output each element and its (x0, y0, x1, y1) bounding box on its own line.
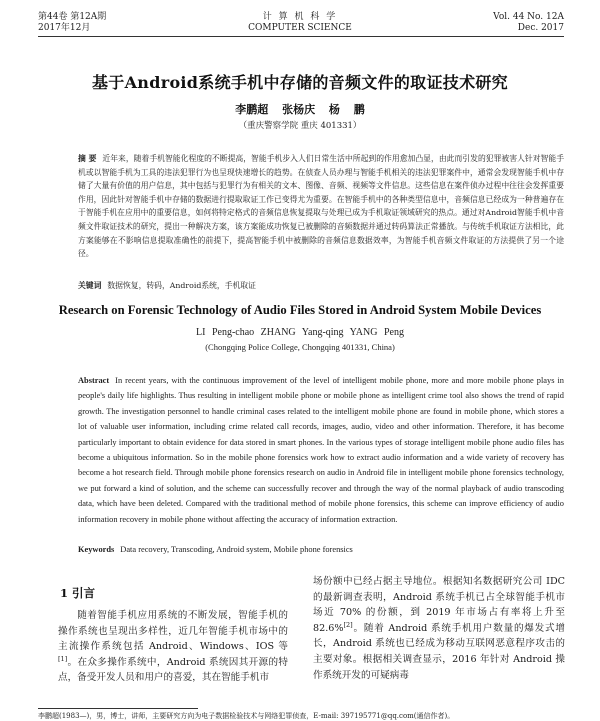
paper-title-cn: 基于Android系统手机中存储的音频文件的取证技术研究 (91, 73, 508, 92)
body-text-right-2: 。随着 Android 系统手机用户数量的爆发式增长，Android 系统也已经成为移动互联网恶意程序攻击的主要对象。根据相关调查显示，2016 年针对 Android 操作系统开发的可疑病毒 (313, 622, 565, 681)
keywords-text-cn: 数据恢复，转码，Android系统，手机取证 (107, 281, 256, 290)
keywords-text-en: Data recovery, Transcoding, Android system, Mobile phone forensics (120, 545, 353, 554)
authors-en: LI Peng-chao ZHANG Yang-qing YANG Peng (196, 327, 404, 338)
keywords-cn (78, 280, 564, 292)
citation-ref-2: [2] (343, 620, 353, 629)
keywords-label-cn: 关键词 (78, 281, 102, 290)
authors-cn: 李鹏超 张杨庆 杨 鹏 (235, 103, 365, 116)
header-volume-en: Vol. 44 No. 12A (493, 12, 564, 22)
header-volume: 第44卷 第12A期 (38, 12, 107, 22)
header-date-en: Dec. 2017 (517, 23, 564, 33)
journal-name-en: COMPUTER SCIENCE (248, 23, 352, 33)
affiliation-cn: （重庆警察学院 重庆 401331） (238, 121, 362, 131)
abstract-text-cn: 近年来，随着手机智能化程度的不断提高，智能手机步入人们日常生活中所起到的作用愈加凸显，由此而引发的犯罪被害人针对智能手机或以智能手机为工具的违法犯罪行为也呈现快速增长的趋势。在侦查人员办理与智能手机相关的违法犯罪案件中，通常会发现智能手机中存储了大量有价值的用户信息，其中包括与犯罪行为有相关的文本、图像、音频、视频等文件信息。这些信息在案件侦办过程中往往会发挥重要作用，因此针对智能手机中存储的数据进行提取取证工作已变得尤为重要。在智能手机中的各种类型信息中，音频信息已经成为一种普遍存在于智能手机在应用中的重要信息，如何将特定格式的音频信息恢复提取与处理已成为手机取证领域研究的热点。通过对Android智能手机中音频文件取证技术的研究，提出一种解决方案，该方案能成功恢复已被删除的音频数据并通过转码算法正常播放。与传统手机取证方法相比，此方案能够在不影响信息提取准确性的前提下，提高智能手机中被删除的音频信息数据效率，为智能手机音频文件取证的方法提供了另一个途径。 (78, 154, 564, 259)
body-text-right-1: 场份额中已经占据主导地位。根据知名数据研究公司 IDC 的最新调查表明，Android 系统手机已占全球智能手机市场近 70% 的份额，到 2019 年市场占有率将上升至 82.6% (313, 576, 565, 634)
abstract-label-cn: 摘 要 (78, 154, 97, 163)
keywords-label-en: Keywords (78, 545, 115, 554)
journal-name-cn: 计 算 机 科 学 (262, 12, 338, 22)
header-date-cn: 2017年12月 (38, 23, 91, 33)
body-column-left (58, 608, 288, 686)
body-text-left-2: 。在众多操作系统中，Android 系统因其开源的特点，备受开发人员和用户的喜爱，其在智能手机市 (58, 656, 288, 684)
section-heading-introduction: 1 引言 (60, 586, 96, 600)
abstract-text-en: In recent years, with the continuous improvement of the level of intelligent mobile phone, more and more mobile phone plays in people's daily life highlights. Thus resulting in intelligent mobile phone or mobile phone as intelligent crime tool also shows the trend of rapid growth. The investigation personnel to handle criminal cases related to the intelligent mobile phone are found in mobile phone, which stores a lot of valuable user information, including crime related call records, images, audio, video and other information. Therefore, it has become particularly important to obtain evidence for data stored in smart phones. In the various types of storage intelligent mobile phone audio files has become a ubiquitous information. So in the mobile phone forensics work how to extract audio information and a wide variety of recovery has become a hot research field. Through mobile phone forensics research on audio in Android file in intelligent mobile phone forensics technology, we put forward a kind of solution, and the scheme can successfully recover and through the way of the normal playback of audio transcoding data, which have been deleted. Compared with the traditional method of mobile phone forensics, this scheme can improve efficiency of audio information recovery in mobile phone without affecting the accuracy of information extraction. (78, 376, 564, 524)
abstract-cn (78, 152, 564, 261)
paper-title-en: Research on Forensic Technology of Audio Files Stored in Android System Mobile Devices (58, 303, 542, 317)
journal-volume-info (38, 12, 106, 34)
citation-ref-1: [1] (58, 654, 68, 663)
author-footnote: 李鹏超(1983—)，男，博士，讲师，主要研究方向为电子数据检验技术与网络犯罪侦查，E-mail: 397195771@qq.com(通信作者)。 (38, 712, 455, 720)
journal-volume-en (493, 12, 564, 34)
body-column-right (313, 574, 565, 683)
keywords-en (78, 544, 564, 556)
body-text-left-1: 随着智能手机应用系统的不断发展，智能手机的操作系统也呈现出多样性，近几年智能手机市场中的主流操作系统包括 Android、Windows、IOS 等 (58, 610, 288, 653)
header-rule (38, 36, 564, 37)
affiliation-en: (Chongqing Police College, Chongqing 401331, China) (205, 342, 395, 352)
journal-name (200, 12, 400, 34)
abstract-en (78, 373, 564, 527)
abstract-label-en: Abstract (78, 376, 110, 385)
footnote-rule (38, 708, 198, 709)
